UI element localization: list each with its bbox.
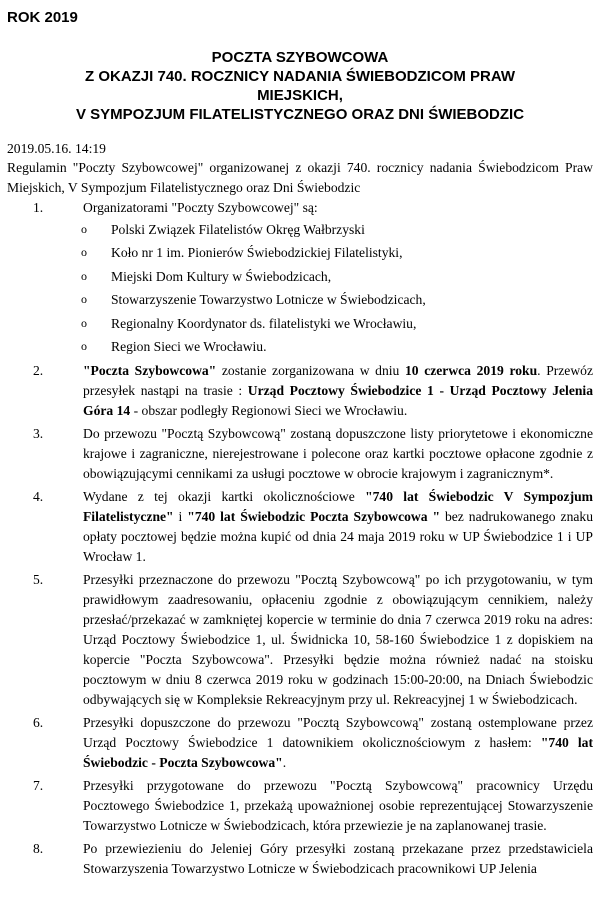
organizer-item: o Polski Związek Filatelistów Okręg Wałbrzyski xyxy=(111,218,593,241)
item-text: . xyxy=(282,755,287,771)
item-text: Po przewiezieniu do Jeleniej Góry przesyłki zostaną przekazane przez przedstawiciela Stowarzyszenia Towarzystwo Lotnicze w Świebodzicach pracownikowi UP Jelenia xyxy=(83,841,593,877)
title-line: V SYMPOZJUM FILATELISTYCZNEGO ORAZ DNI ŚWIEBODZIC xyxy=(75,106,525,123)
regulation-item-3 xyxy=(83,424,593,484)
organizer-item: o Region Sieci we Wrocławiu. xyxy=(111,335,593,358)
item-text: - obszar podległy Regionowi Sieci we Wrocławiu. xyxy=(130,403,408,419)
organizer-item: o Koło nr 1 im. Pionierów Świebodzickiej Filatelistyki, xyxy=(111,241,593,264)
regulation-item-7 xyxy=(83,776,593,836)
regulation-item-5 xyxy=(83,570,593,710)
item-text: Wydane z tej okazji kartki okolicznościowe xyxy=(83,489,366,505)
title-line: POCZTA SZYBOWCOWA xyxy=(211,49,389,66)
regulation-item-2 xyxy=(83,361,593,421)
bold-text: "740 lat Świebodzic Poczta Szybowcowa " xyxy=(187,509,441,525)
regulation-list xyxy=(7,198,593,879)
intro-paragraph: Regulamin "Poczty Szybowcowej" organizowanej z okazji 740. rocznicy nadania Świebodzicom Praw Miejskich, V Sympozjum Filatelistycznego oraz Dni Świebodzic xyxy=(7,160,593,195)
item-text: Organizatorami "Poczty Szybowcowej" są: xyxy=(83,200,318,215)
bold-text: "740 lat Świebodzic V Sympozjum Filatelistyczne" xyxy=(83,489,594,525)
item-text: Przesyłki przygotowane do przewozu "Pocztą Szybowcową" pracownicy Urzędu Pocztowego Świebodzice 1, przekażą upoważnionej osobie reprezentującej Stowarzyszenie Towarzystwo Lotnicze w Świebodzicach, która przewiezie je na zaplanowanej trasie. xyxy=(83,778,593,834)
item-text: Przesyłki przeznaczone do przewozu "Pocztą Szybowcową" po ich przygotowaniu, w tym prawidłowym zaadresowaniu, opłaceniu zgodnie z obowiązującym cennikiem, należy przesłać/przekazać w zamkniętej kopercie w terminie do dnia 7 czerwca 2019 roku na adres: Urząd Pocztowy Świebodzice 1, ul. Świdnicka 10, 58-160 Świebodzice 1 z dopiskiem na kopercie "Poczta Szybowcowa". Przesyłki będzie można również nadać na stoisku pocztowym w dniu 8 czerwca 2019 roku w godzinach 15:00-20:00, na Dniach Świebodzic odbywających się w Kompleksie Rekreacyjnym przy ul. Rekreacyjnej 1 w Świebodzicach. xyxy=(83,572,593,708)
regulation-item-4 xyxy=(83,487,593,567)
item-text: Do przewozu "Pocztą Szybowcową" zostaną dopuszczone listy priorytetowe i ekonomiczne krajowe i zagraniczne, nierejestrowane i polecone oraz kartki pocztowe opłacone zgodnie z obowiązującymi cennikami za usługi pocztowe w obrocie krajowym i zagranicznym*. xyxy=(83,426,593,482)
item-text: i xyxy=(173,509,188,525)
organizers-list xyxy=(83,218,593,358)
publish-date: 2019.05.16. 14:19 xyxy=(7,141,106,156)
bold-text: "Poczta Szybowcowa" xyxy=(83,363,217,379)
organizer-item: o Miejski Dom Kultury w Świebodzicach, xyxy=(111,265,593,288)
item-text: zostanie zorganizowana w dniu xyxy=(216,363,405,379)
document-body xyxy=(7,141,593,882)
item-text: Przesyłki dopuszczone do przewozu "Pocztą Szybowcową" zostaną ostemplowane przez Urząd Pocztowy Świebodzice 1 datownikiem okolicznościowym z hasłem: xyxy=(83,715,593,751)
organizer-item: o Stowarzyszenie Towarzystwo Lotnicze w Świebodzicach, xyxy=(111,288,593,311)
title-line: MIEJSKICH, xyxy=(257,87,343,104)
regulation-item-6 xyxy=(83,713,593,773)
organizer-item: o Regionalny Koordynator ds. filatelistyki we Wrocławiu, xyxy=(111,312,593,335)
regulation-item-1 xyxy=(83,198,593,358)
document-title xyxy=(40,48,560,124)
year-heading: ROK 2019 xyxy=(7,9,78,26)
bold-text: 10 czerwca 2019 roku xyxy=(404,363,538,379)
regulation-item-8 xyxy=(83,839,593,879)
bold-text: "740 lat Świebodzic - Poczta Szybowcowa" xyxy=(83,735,593,771)
title-line: Z OKAZJI 740. ROCZNICY NADANIA ŚWIEBODZICOM PRAW xyxy=(84,68,516,85)
item-text: . Przewóz przesyłek nastąpi na trasie : xyxy=(83,363,593,399)
item-text: bez nadrukowanego znaku opłaty pocztowej będzie można kupić od dnia 24 maja 2019 roku w UP Świebodzice 1 i UP Wrocław 1. xyxy=(83,509,594,565)
bold-text: Urząd Pocztowy Świebodzice 1 - Urząd Pocztowy Jelenia Góra 14 xyxy=(83,383,593,419)
